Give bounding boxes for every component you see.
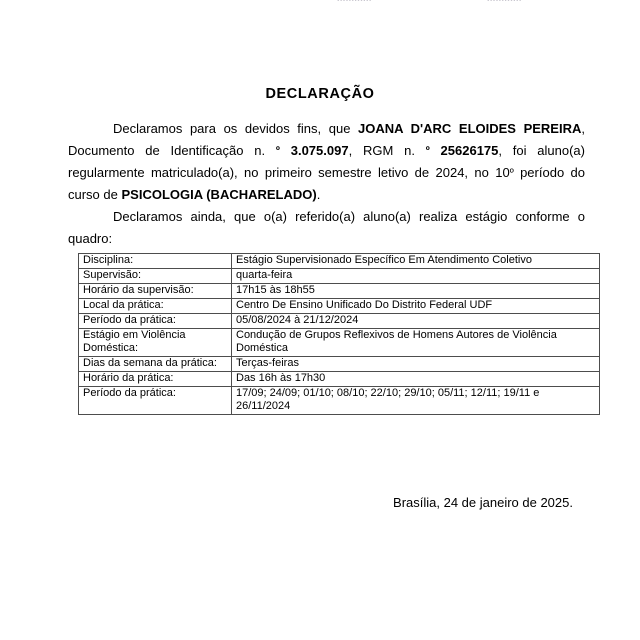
paragraph1-between: , RGM n. xyxy=(348,143,426,158)
paragraph1-after-name: , Documento de Identificação n. xyxy=(68,121,585,158)
row-value: 17h15 às 18h55 xyxy=(232,284,600,299)
table-row xyxy=(79,299,600,314)
paragraph1-lead: Declaramos para os devidos fins, que xyxy=(113,121,359,136)
row-value: Das 16h às 17h30 xyxy=(232,372,600,387)
row-value: Estágio Supervisionado Específico Em Atendimento Coletivo xyxy=(232,254,600,269)
table-row xyxy=(79,314,600,329)
table-row xyxy=(79,269,600,284)
row-label: Período da prática: xyxy=(79,387,232,415)
table-row xyxy=(79,284,600,299)
row-label: Período da prática: xyxy=(79,314,232,329)
paragraph-internship-notice: Declaramos ainda, que o(a) referido(a) aluno(a) realiza estágio conforme o quadro: xyxy=(68,209,585,246)
row-label: Estágio em Violência Doméstica: xyxy=(79,329,232,357)
row-label: Dias da semana da prática: xyxy=(79,357,232,372)
row-label: Horário da supervisão: xyxy=(79,284,232,299)
table-body xyxy=(79,254,600,415)
course-name: PSICOLOGIA (BACHARELADO) xyxy=(121,187,317,202)
row-value: Centro De Ensino Unificado Do Distrito Federal UDF xyxy=(232,299,600,314)
row-value: 05/08/2024 à 21/12/2024 xyxy=(232,314,600,329)
internship-details-table xyxy=(78,253,600,415)
table-row xyxy=(79,372,600,387)
closing-place-date: Brasília, 24 de janeiro de 2025. xyxy=(393,495,573,510)
row-value: Condução de Grupos Reflexivos de Homens Autores de Violência Doméstica xyxy=(232,329,600,357)
row-label: Local da prática: xyxy=(79,299,232,314)
paragraph-declaration-details xyxy=(68,118,585,206)
table-row xyxy=(79,329,600,357)
table-row xyxy=(79,357,600,372)
id-ordinal-symbol: º xyxy=(275,145,280,157)
document-body xyxy=(68,118,585,250)
page-title: DECLARAÇÃO xyxy=(265,86,375,102)
row-value: Terças-feiras xyxy=(232,357,600,372)
table-row xyxy=(79,387,600,415)
row-value: quarta-feira xyxy=(232,269,600,284)
period-ordinal-symbol: º xyxy=(509,167,514,179)
student-name: JOANA D'ARC ELOIDES PEREIRA xyxy=(358,121,582,136)
row-label: Supervisão: xyxy=(79,269,232,284)
paragraph1-after-period: período do curso de xyxy=(68,165,585,202)
id-number: 3.075.097 xyxy=(290,143,349,158)
table-row xyxy=(79,254,600,269)
paragraph1-after-rgm: , foi aluno(a) regularmente matriculado(a), no primeiro semestre letivo de 2024, no 10 xyxy=(68,143,585,180)
row-label: Horário da prática: xyxy=(79,372,232,387)
row-value: 17/09; 24/09; 01/10; 08/10; 22/10; 29/10; 05/11; 12/11; 19/11 e 26/11/2024 xyxy=(232,387,600,415)
row-label: Disciplina: xyxy=(79,254,232,269)
rgm-number: 25626175 xyxy=(440,143,499,158)
paragraph1-tail: . xyxy=(316,187,321,202)
rgm-ordinal-symbol: º xyxy=(425,145,430,157)
